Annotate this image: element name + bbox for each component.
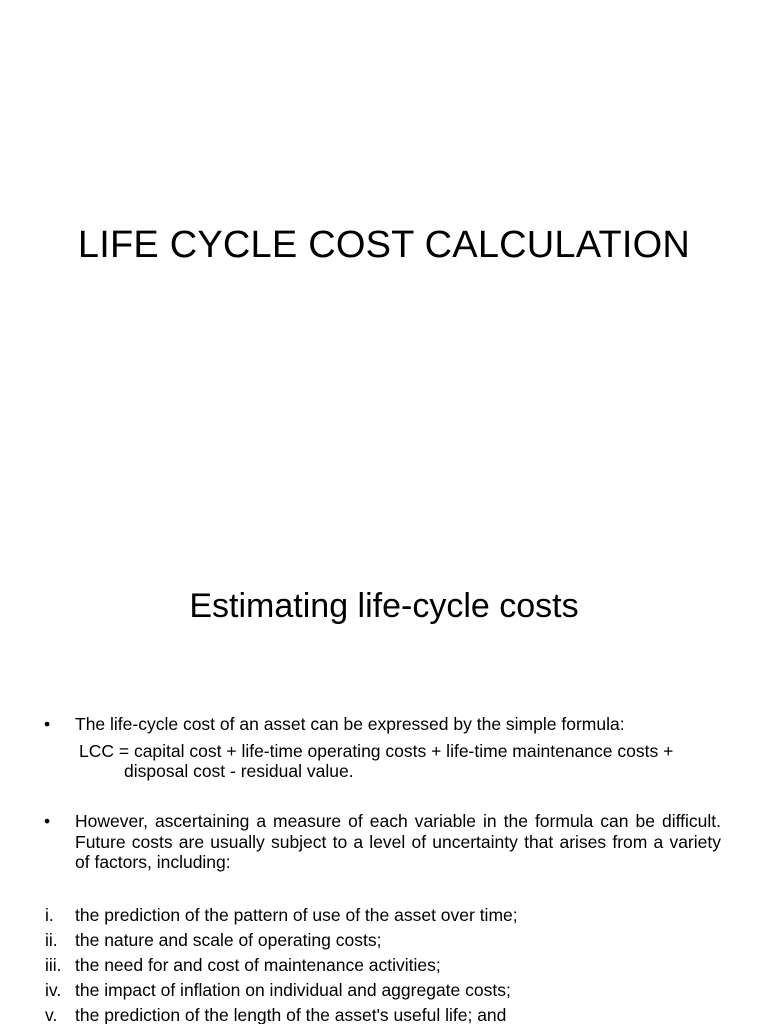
list-number: i. — [45, 905, 54, 925]
bullet-text: However, ascertaining a measure of each variable in the formula can be difficult. Future costs are usually subject to a level of uncertainty that arises from a variety of factors, including: — [75, 811, 721, 872]
bullet-item — [44, 811, 721, 873]
list-number: ii. — [45, 930, 58, 950]
list-text: the impact of inflation on individual and aggregate costs; — [75, 980, 511, 1000]
list-number: v. — [45, 1005, 58, 1024]
bullet-marker: • — [44, 811, 51, 831]
list-item — [45, 928, 735, 953]
list-item — [45, 953, 735, 978]
list-text: the need for and cost of maintenance activities; — [75, 955, 441, 975]
lcc-formula: LCC = capital cost + life-time operating costs + life-time maintenance costs + disposal cost - residual value. — [79, 740, 674, 781]
bullet-item — [44, 714, 721, 782]
list-item — [45, 903, 735, 928]
factors-list — [45, 903, 735, 1024]
list-text: the prediction of the pattern of use of the asset over time; — [75, 905, 518, 925]
slide-title: LIFE CYCLE COST CALCULATION — [77, 224, 691, 266]
section-title: Estimating life-cycle costs — [189, 587, 579, 625]
list-text: the nature and scale of operating costs; — [75, 930, 382, 950]
bullet-text: The life-cycle cost of an asset can be expressed by the simple formula: — [75, 714, 625, 734]
list-text: the prediction of the length of the asset's useful life; and — [75, 1005, 507, 1024]
list-item — [45, 978, 735, 1003]
list-number: iii. — [45, 955, 62, 975]
list-item — [45, 1003, 735, 1024]
bullet-marker: • — [44, 714, 51, 734]
list-number: iv. — [45, 980, 62, 1000]
